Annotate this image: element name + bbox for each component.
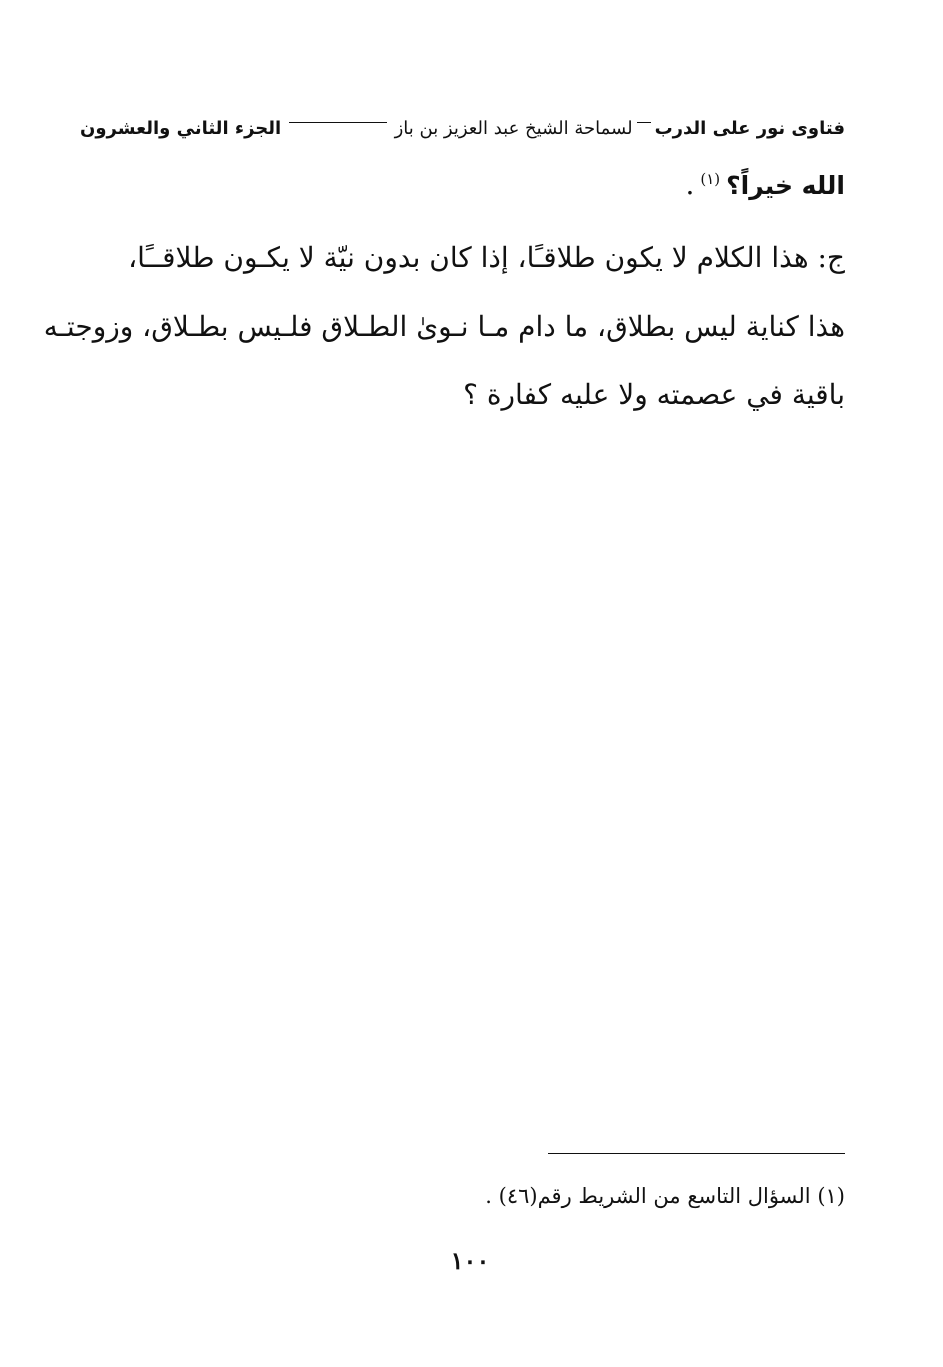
author-name: لسماحة الشيخ عبد العزيز بن باز: [394, 117, 633, 139]
question-ending-line: [80, 168, 845, 201]
answer-line-1: ج: هذا الكلام لا يكون طلاقـًا، إذا كان بدون نيّة لا يكـون طلاقــًا،: [128, 241, 845, 274]
question-ending-text: الله خيراً؟: [726, 171, 845, 200]
series-title: فتاوى نور على الدرب: [654, 117, 845, 139]
footnote-reference: (١): [700, 169, 721, 188]
volume-title: الجزء الثاني والعشرون: [80, 117, 282, 139]
header-dash: [637, 122, 651, 123]
page-number: ١٠٠: [450, 1246, 490, 1275]
answer-line-3: باقية في عصمته ولا عليه كفارة ؟: [463, 378, 845, 411]
question-ending-punctuation: .: [685, 168, 695, 201]
header-rule: [289, 122, 386, 123]
running-header: [80, 108, 845, 148]
footnote-separator: [548, 1153, 845, 1154]
footnote: (١) السؤال التاسع من الشريط رقم(٤٦) .: [485, 1184, 845, 1208]
answer-line-2: هذا كناية ليس بطلاق، ما دام مـا نـوىٰ الطـلاق فلـيس بطـلاق، وزوجتـه: [43, 310, 845, 343]
